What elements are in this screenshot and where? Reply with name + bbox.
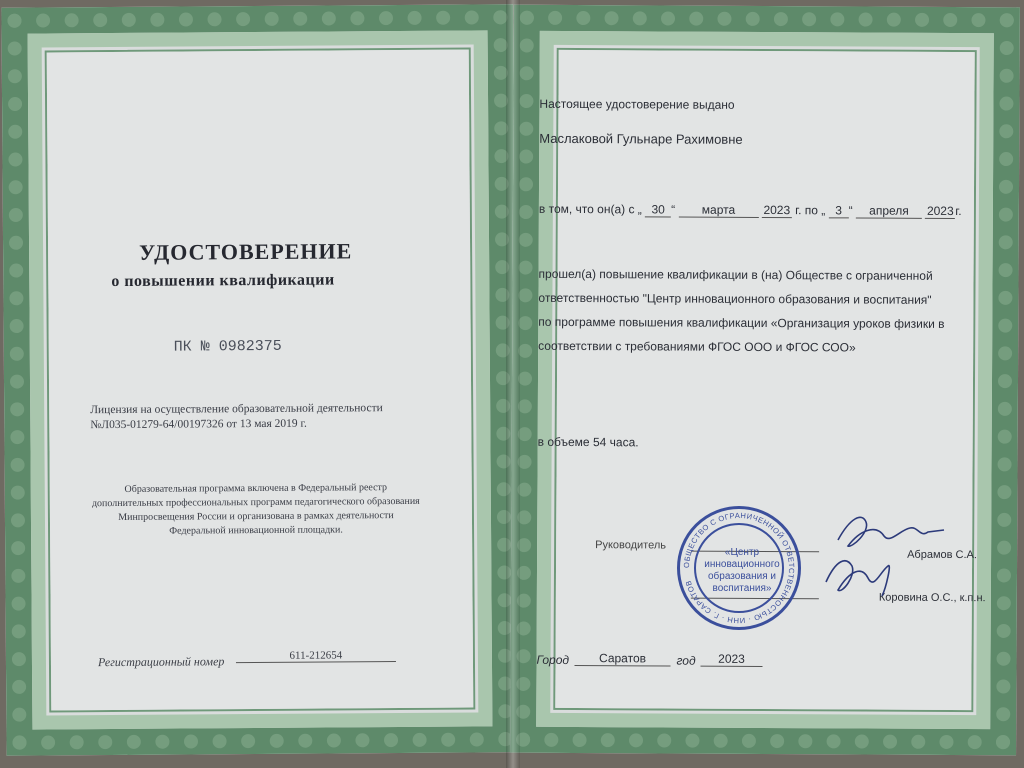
recipient-name: Маслаковой Гульнаре Рахимовне xyxy=(539,130,743,147)
period-to: по „ xyxy=(804,203,826,218)
start-year: 2023 xyxy=(763,202,791,218)
license-line-2: №Л035-01279-64/00197326 от 13 мая 2019 г. xyxy=(90,417,307,432)
license-info xyxy=(90,401,383,433)
city-label: Город xyxy=(536,652,570,667)
secretary-name: Коровина О.С., к.п.н. xyxy=(878,591,986,605)
license-line-1: Лицензия на осуществление образовательной деятельности xyxy=(90,402,383,417)
paper-area xyxy=(47,50,474,711)
certificate-left-page xyxy=(1,4,518,756)
start-month: марта xyxy=(678,203,758,218)
head-name: Абрамов С.А. xyxy=(907,548,977,562)
training-line-4: соответствии с требованиями ФГОС ООО и ФГОС СОО» xyxy=(538,338,856,355)
stamp-ring-label: ОБЩЕСТВО С ОГРАНИЧЕННОЙ ОТВЕТСТВЕННОСТЬЮ · ИНН · Г. САРАТОВ xyxy=(681,510,797,626)
book-fold xyxy=(506,0,520,768)
certificate-right-page xyxy=(510,5,1020,756)
training-line-1: прошел(а) повышение квалификации в (на) Обществе с ограниченной xyxy=(538,266,933,283)
volume-line xyxy=(538,435,639,450)
training-line-3: по программе повышения квалификации «Организация уроков физики в xyxy=(538,314,945,331)
year-label: год xyxy=(676,653,696,668)
end-month: апреля xyxy=(856,203,922,218)
period-prefix: в том, что он(а) с „ xyxy=(538,201,642,217)
volume-value: 54 часа. xyxy=(592,435,639,450)
study-period: в том, что он(а) с „ 30 “ марта 2023 г. по „ 3 “ апреля 2023 г. xyxy=(538,201,962,219)
certificate-number: ПК № 0982375 xyxy=(173,337,282,356)
end-year-unit: г. xyxy=(955,203,962,219)
certificate-subtitle: о повышении квалификации xyxy=(111,271,335,291)
registration-number-label: Регистрационный номер xyxy=(97,654,225,670)
training-line-2: ответственностью "Центр инновационного образования и воспитания" xyxy=(538,290,932,307)
year-value: 2023 xyxy=(700,652,762,667)
city-value: Саратов xyxy=(574,651,670,667)
registration-number-value: 611-212654 xyxy=(236,649,396,663)
start-day: 30 xyxy=(645,202,671,217)
stamp-center-text: «Центр инновационного образования и воспитания» xyxy=(704,547,780,594)
issued-line: Настоящее удостоверение выдано xyxy=(539,96,735,112)
end-day: 3 xyxy=(829,203,849,218)
head-label: Руководитель xyxy=(595,539,667,552)
end-year: 2023 xyxy=(926,203,954,218)
certificate-title: УДОСТОВЕРЕНИЕ xyxy=(139,238,353,265)
program-registry-note: Образовательная программа включена в Федеральный реестр дополнительных профессиональных программ педагогического образования Минпросвещения России и организована в рамках деятельности Федеральной инновационной площадки. xyxy=(91,482,420,537)
volume-label: в объеме xyxy=(537,434,590,450)
start-year-unit: г. xyxy=(795,203,802,218)
